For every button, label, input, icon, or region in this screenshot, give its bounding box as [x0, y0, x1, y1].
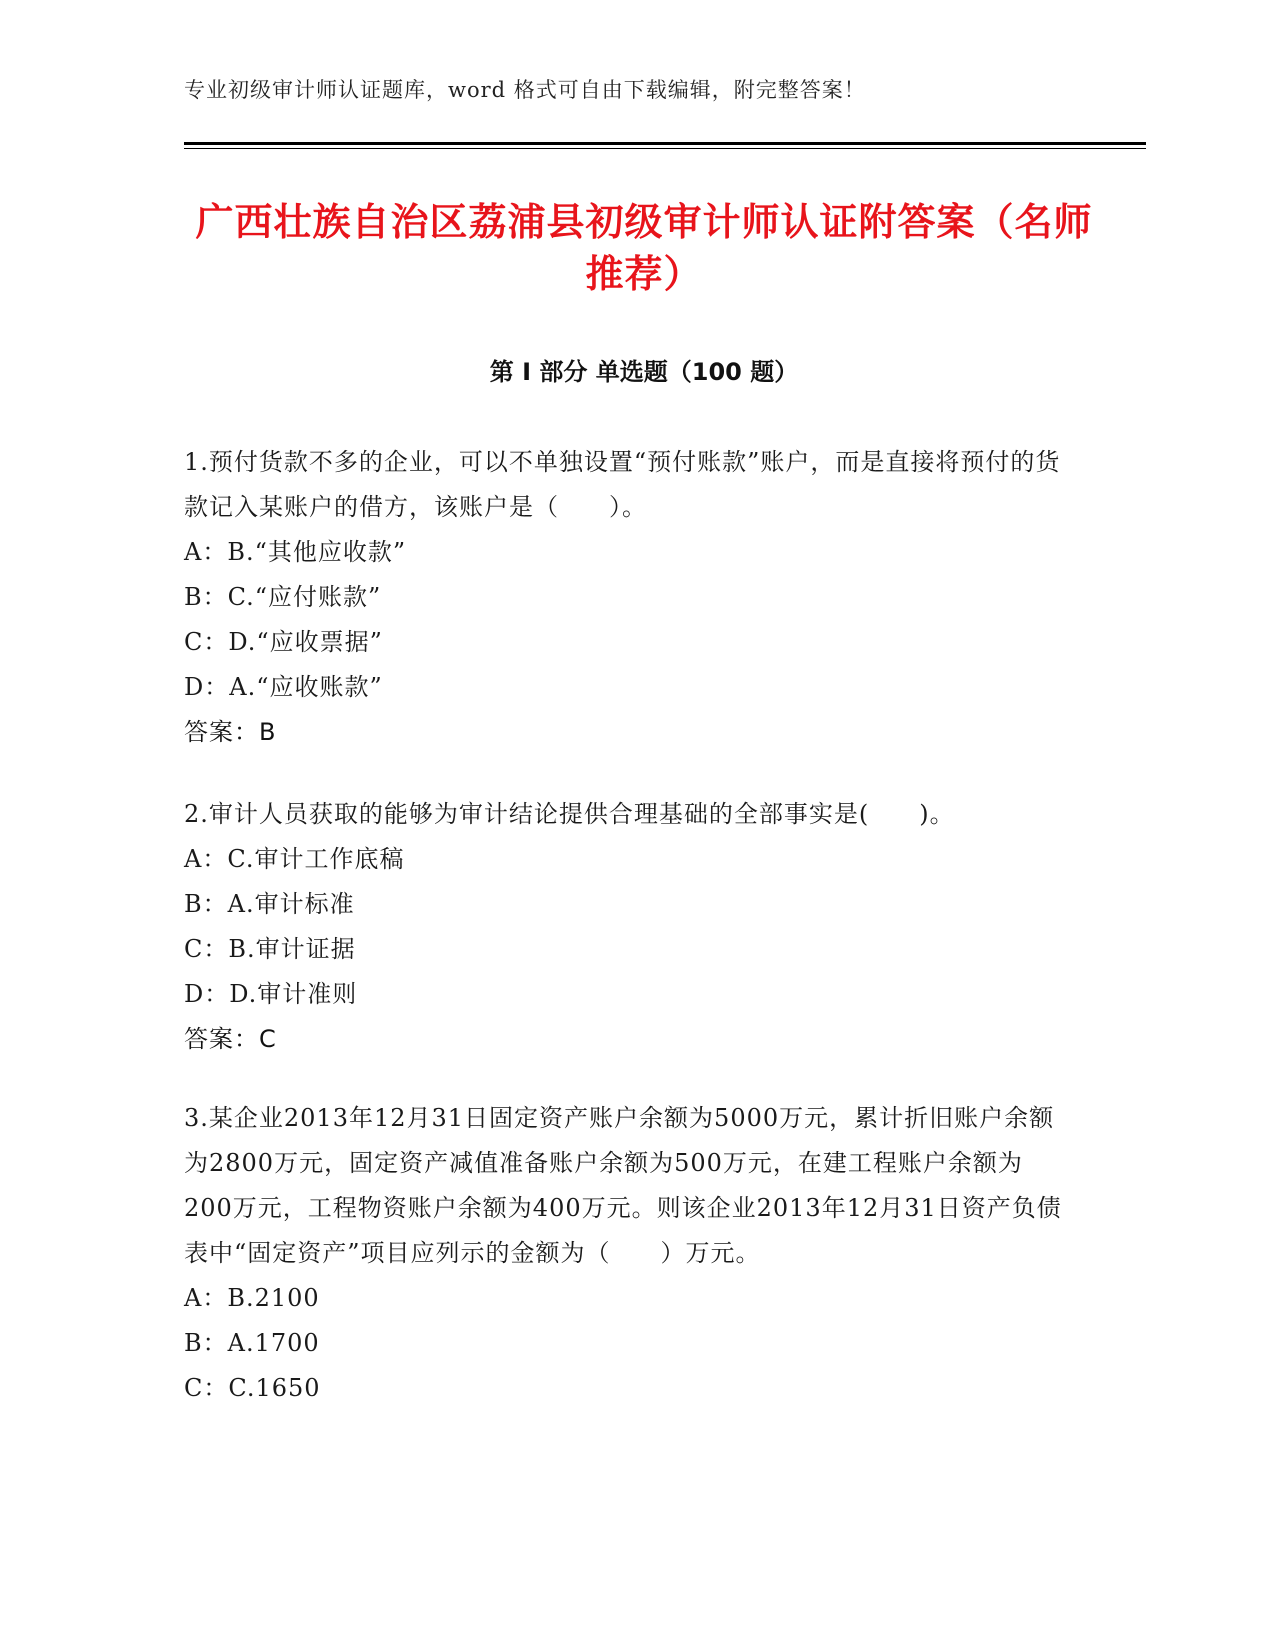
answer: 答案：C [184, 1025, 277, 1053]
question-1 [184, 440, 1064, 755]
option-d: D：D.审计准则 [184, 980, 358, 1008]
question-2 [184, 792, 1064, 1062]
option-b: B：C.“应付账款” [184, 583, 382, 611]
question-stem: 1.预付货款不多的企业，可以不单独设置“预付账款”账户，而是直接将预付的货款记入某账户的借方，该账户是（ ）。 [184, 448, 1061, 521]
document-title: 广西壮族自治区荔浦县初级审计师认证附答案（名师推荐） [195, 200, 1093, 296]
question-stem: 3.某企业2013年12月31日固定资产账户余额为5000万元，累计折旧账户余额为2800万元，固定资产减值准备账户余额为500万元，在建工程账户余额为200万元，工程物资账户余额为400万元。则该企业2013年12月31日资产负债表中“固定资产”项目应列示的金额为（ ）万元。 [184, 1104, 1062, 1267]
option-c: C：C.1650 [184, 1374, 321, 1402]
section-title: 第 I 部分 单选题（100 题） [489, 358, 799, 386]
option-b: B：A.1700 [184, 1329, 320, 1357]
option-c: C：B.审计证据 [184, 935, 356, 963]
option-a: A：C.审计工作底稿 [184, 845, 405, 873]
question-3 [184, 1096, 1064, 1411]
header-divider-thin [184, 148, 1146, 149]
option-a: A：B.2100 [184, 1284, 320, 1312]
option-c: C：D.“应收票据” [184, 628, 383, 656]
answer: 答案：B [184, 718, 277, 746]
header-note: 专业初级审计师认证题库，word 格式可自由下载编辑，附完整答案！ [184, 78, 866, 102]
option-b: B：A.审计标准 [184, 890, 355, 918]
option-a: A：B.“其他应收款” [184, 538, 407, 566]
header-divider-thick [184, 142, 1146, 145]
question-stem: 2.审计人员获取的能够为审计结论提供合理基础的全部事实是( )。 [184, 800, 955, 828]
option-d: D：A.“应收账款” [184, 673, 383, 701]
